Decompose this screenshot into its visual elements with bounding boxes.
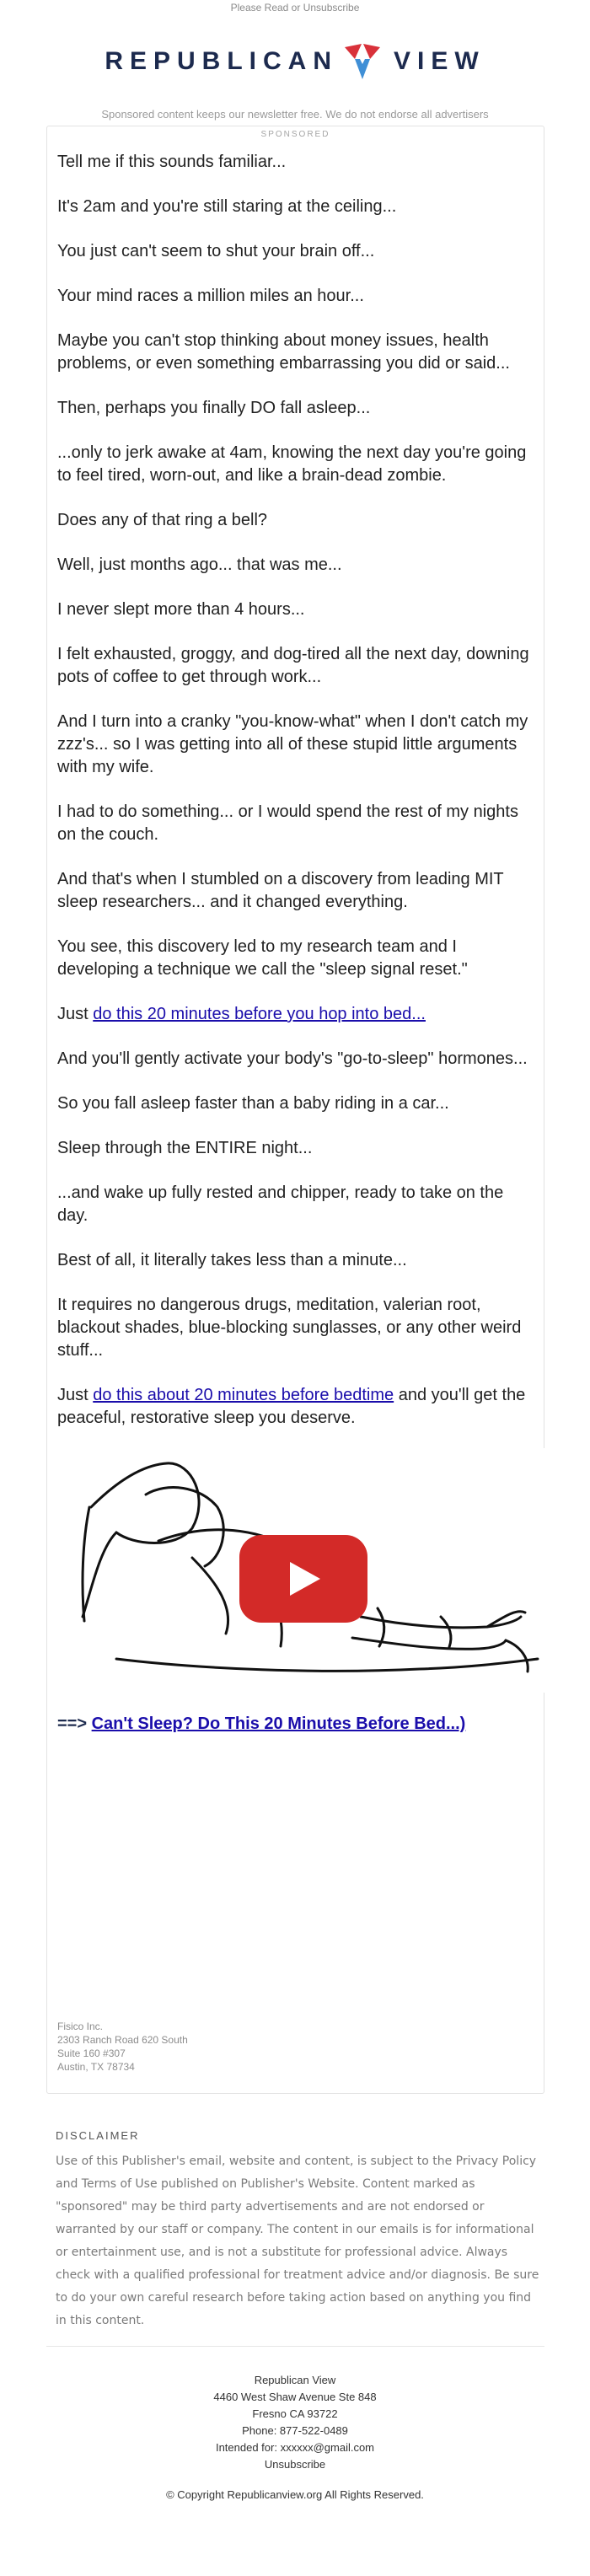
paragraph: And that's when I stumbled on a discovery from leading MIT sleep researchers... and it changed everything. — [57, 870, 504, 911]
eagle-mark-icon — [343, 42, 382, 81]
paragraph: It requires no dangerous drugs, meditation, valerian root, blackout shades, blue-blocking sunglasses, or any other weird stuff... — [57, 1296, 522, 1360]
text-span: Just — [57, 1005, 94, 1023]
paragraph: Then, perhaps you finally DO fall asleep... — [57, 399, 371, 417]
paragraph: Tell me if this sounds familiar... — [57, 153, 287, 171]
offer-link[interactable]: do this 20 minutes before you hop into bed... — [93, 1005, 426, 1023]
disclaimer-title: DISCLAIMER — [56, 2129, 140, 2142]
paragraph: You see, this discovery led to my research team and I developing a technique we call the "sleep signal reset." — [57, 937, 468, 979]
copyright: © Copyright Republicanview.org All Rights Reserved. — [166, 2488, 424, 2501]
paragraph: I never slept more than 4 hours... — [57, 600, 305, 619]
cta-prefix: ==> — [57, 1715, 92, 1733]
brand-logo[interactable] — [0, 40, 590, 83]
paragraph: It's 2am and you're still staring at the ceiling... — [57, 197, 397, 216]
paragraph: Maybe you can't stop thinking about money issues, health problems, or even something embarrassing you did or said... — [57, 331, 510, 373]
paragraph: Best of all, it literally takes less than a minute... — [57, 1251, 407, 1269]
address-line: Austin, TX 78734 — [57, 2061, 135, 2073]
footer-address-line: Fresno CA 93722 — [252, 2407, 338, 2420]
sponsor-note: Sponsored content keeps our newsletter free. We do not endorse all advertisers — [101, 108, 489, 121]
paragraph: So you fall asleep faster than a baby riding in a car... — [57, 1094, 449, 1113]
text-span: Just — [57, 1386, 94, 1404]
footer-unsubscribe-link[interactable]: Unsubscribe — [264, 2458, 326, 2471]
text-span: and you'll get the peaceful, restorative sleep you deserve. — [57, 1386, 526, 1427]
footer-address-line: 4460 West Shaw Avenue Ste 848 — [213, 2391, 377, 2403]
paragraph-with-link — [57, 1384, 534, 1430]
video-thumbnail[interactable] — [66, 1448, 544, 1693]
footer — [0, 2372, 590, 2473]
top-bar — [0, 0, 590, 17]
footer-phone: Phone: 877-522-0489 — [242, 2424, 348, 2437]
footer-intended-for: Intended for: xxxxxx@gmail.com — [215, 2441, 375, 2454]
paragraph: You just can't seem to shut your brain off... — [57, 242, 375, 260]
sponsored-content — [47, 139, 544, 1734]
disclaimer-text: Use of this Publisher's email, website and content, is subject to the Privacy Policy and Terms of Use published on Publisher's Website. Content marked as "sponsored" may be third party advertisements and are not endorsed or warranted by our staff or company. The content in our emails is for informational or entertainment use, and is not a substitute for professional advice. Always check with a qualified professional for treatment advice and/or diagnosis. Be sure to do your own careful research before taking action based on anything you find in this content. — [56, 2155, 539, 2327]
disclaimer-section — [56, 2129, 544, 2332]
paragraph: I had to do something... or I would spend the rest of my nights on the couch. — [57, 802, 518, 844]
brand-word-left: REPUBLICAN — [105, 47, 338, 75]
advertiser-address — [57, 2020, 188, 2074]
paragraph-with-link — [57, 1003, 534, 1026]
paragraph: Sleep through the ENTIRE night... — [57, 1139, 313, 1157]
paragraph: Your mind races a million miles an hour... — [57, 287, 364, 305]
paragraph: Well, just months ago... that was me... — [57, 555, 342, 574]
paragraph: And you'll gently activate your body's "go-to-sleep" hormones... — [57, 1049, 528, 1068]
sponsored-card — [46, 126, 544, 2094]
paragraph: Does any of that ring a bell? — [57, 511, 268, 529]
offer-link[interactable]: do this about 20 minutes before bedtime — [93, 1386, 394, 1404]
footer-publisher-name: Republican View — [254, 2374, 336, 2386]
address-line: Suite 160 #307 — [57, 2047, 126, 2059]
sponsored-label: SPONSORED — [260, 130, 330, 139]
cta-link[interactable]: Can't Sleep? Do This 20 Minutes Before Bed...) — [91, 1715, 466, 1733]
address-line: 2303 Ranch Road 620 South — [57, 2034, 188, 2046]
play-button-icon[interactable] — [239, 1535, 367, 1623]
brand-word-right: VIEW — [394, 47, 485, 75]
divider — [46, 2346, 544, 2347]
paragraph: I felt exhausted, groggy, and dog-tired all the next day, downing pots of coffee to get through work... — [57, 645, 529, 686]
cta-line — [57, 1715, 534, 1734]
paragraph: ...only to jerk awake at 4am, knowing the next day you're going to feel tired, worn-out, and like a brain-dead zombie. — [57, 443, 527, 485]
read-unsubscribe-link[interactable]: Please Read or Unsubscribe — [230, 2, 360, 13]
paragraph: And I turn into a cranky "you-know-what" when I don't catch my zzz's... so I was getting into all of these stupid little arguments with my wife. — [57, 712, 528, 776]
address-line: Fisico Inc. — [57, 2021, 104, 2032]
paragraph: ...and wake up fully rested and chipper, ready to take on the day. — [57, 1183, 504, 1225]
